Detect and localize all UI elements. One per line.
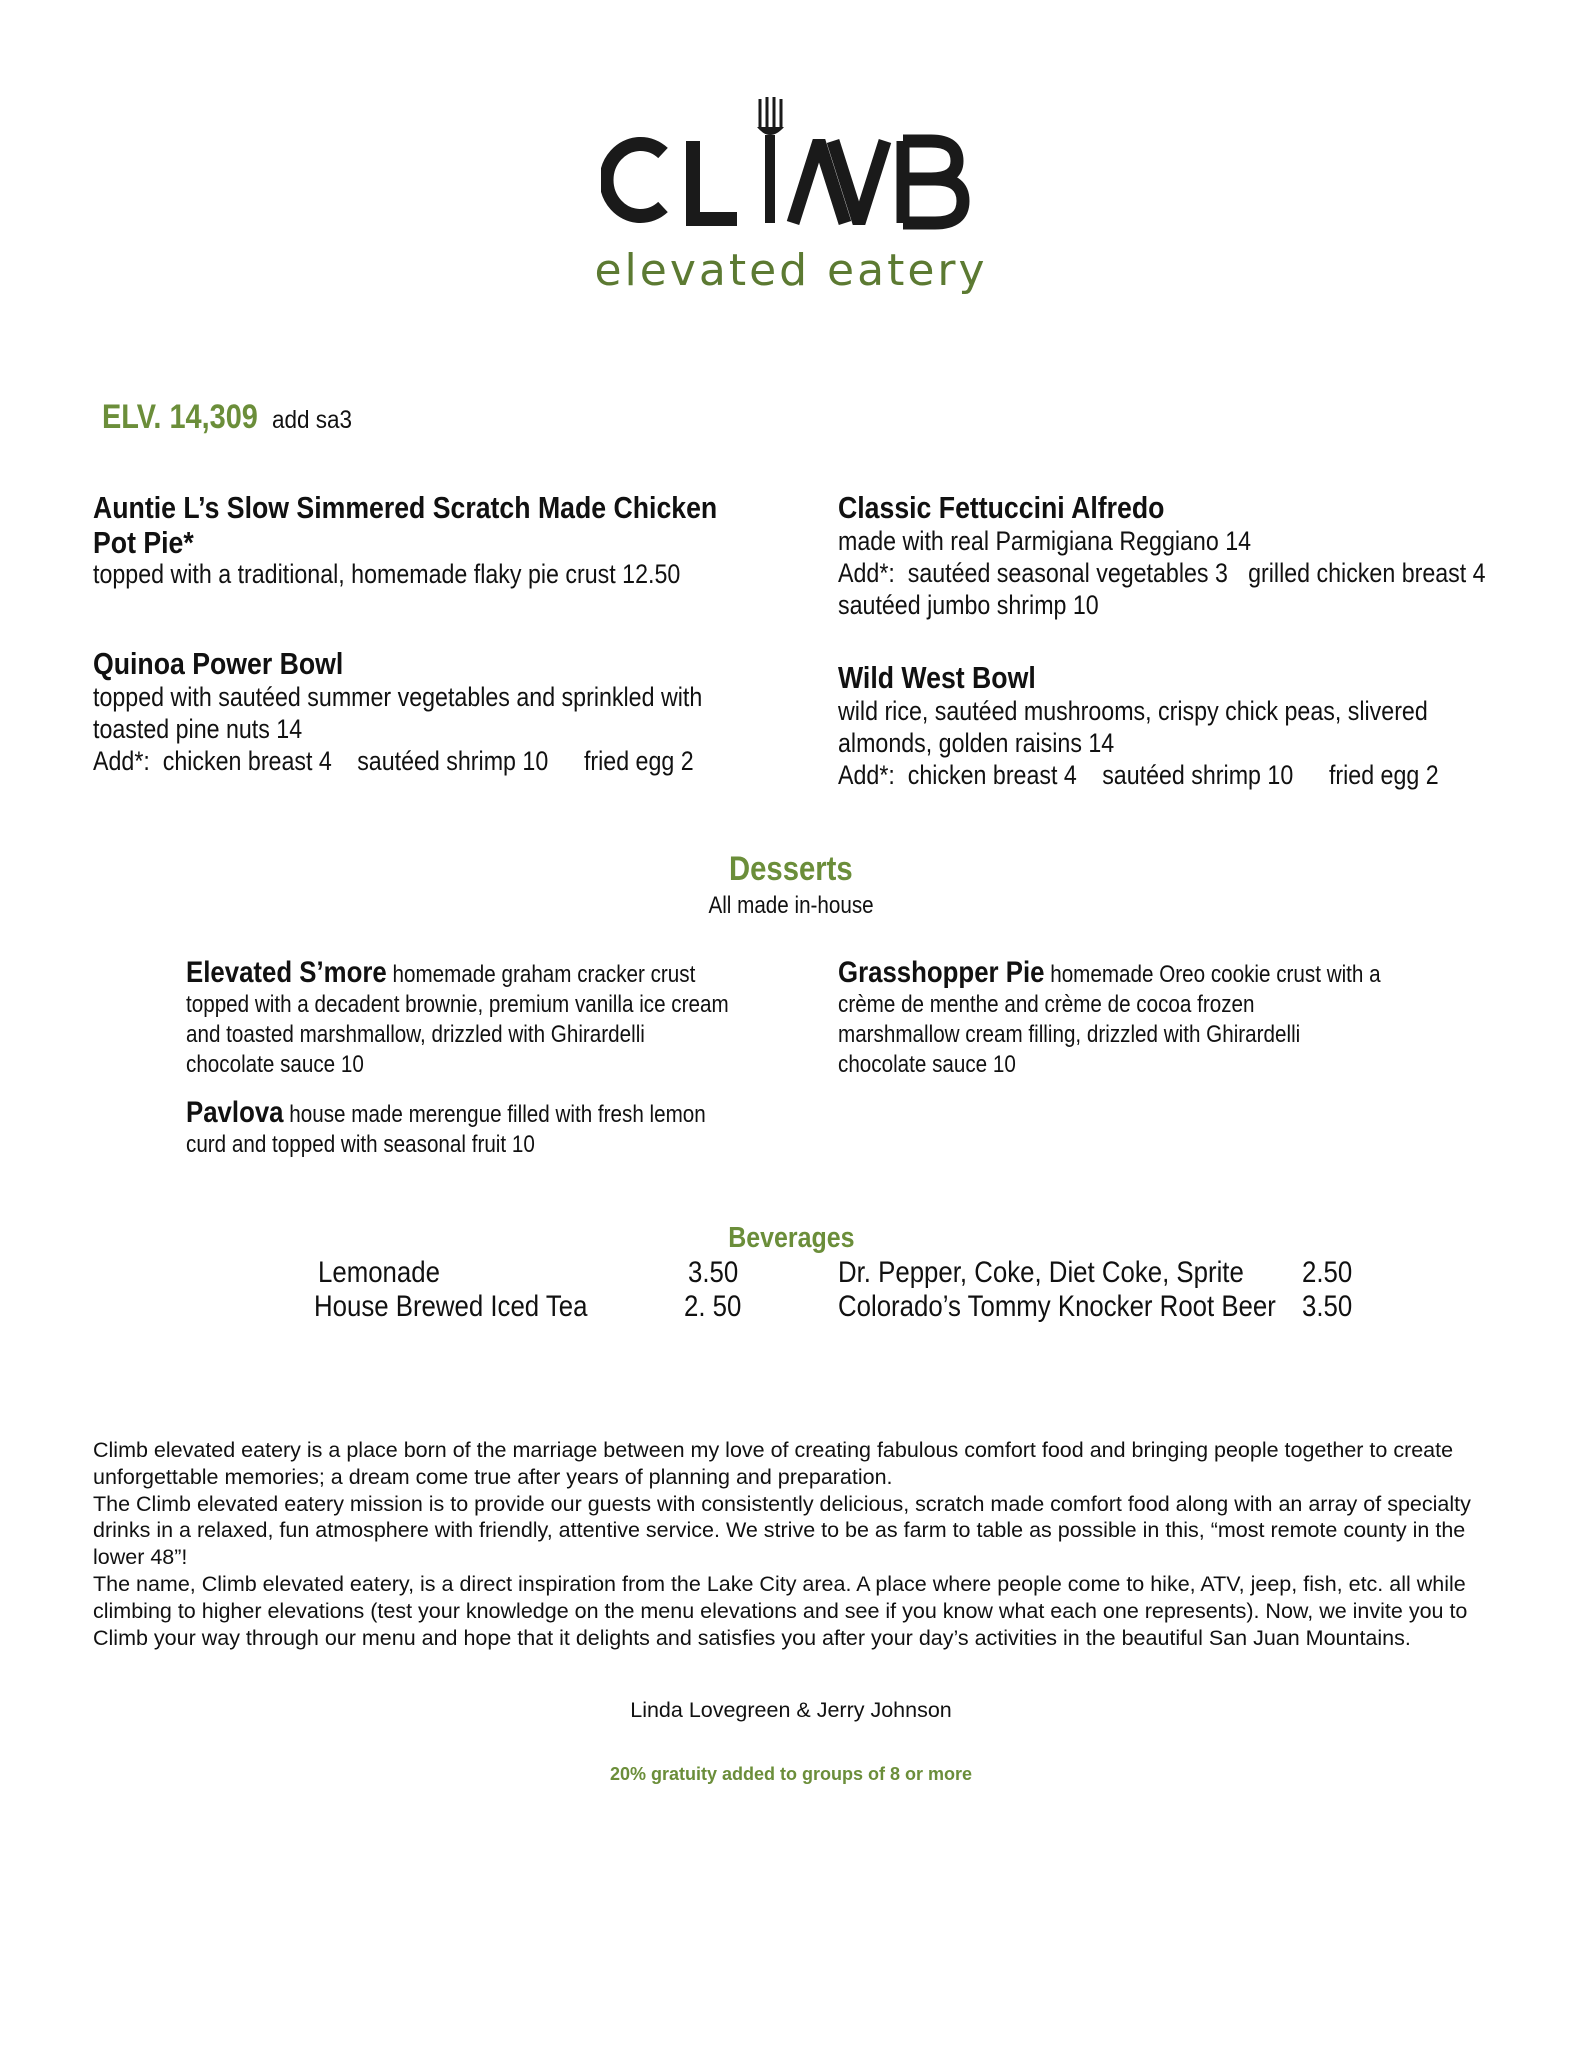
- dessert-smore: [186, 958, 729, 1080]
- item-description-line2: almonds, golden raisins 14: [838, 728, 1115, 758]
- item-title: Classic Fettuccini Alfredo: [838, 490, 1165, 525]
- dessert-title: Pavlova: [186, 1096, 284, 1129]
- elevation-note: add sa3: [271, 406, 352, 434]
- add-option: sautéed shrimp 10: [357, 746, 549, 776]
- add-ons: [838, 557, 1486, 589]
- menu-item-wild-west: [838, 660, 1439, 791]
- item-description: topped with a traditional, homemade flaky pie crust 12.50: [93, 559, 681, 589]
- add-label: Add*:: [93, 746, 150, 776]
- dessert-description-line: crème de menthe and crème de cocoa frozen: [838, 991, 1255, 1018]
- add-option: grilled chicken breast 4: [1248, 558, 1486, 588]
- beverages-heading: Beverages: [727, 1222, 855, 1254]
- dessert-description-line: and toasted marshmallow, drizzled with Ghirardelli: [186, 1021, 645, 1048]
- beverage-price: 3.50: [688, 1256, 739, 1289]
- fork-icon: [757, 97, 784, 223]
- item-description: made with real Parmigiana Reggiano 14: [838, 526, 1252, 556]
- beverage-name: Colorado’s Tommy Knocker Root Beer: [838, 1290, 1276, 1323]
- elevation-line: [102, 398, 361, 437]
- add-option-line2: sautéed jumbo shrimp 10: [838, 590, 1099, 620]
- desserts-subheading: All made in-house: [708, 892, 874, 919]
- add-option: sautéed seasonal vegetables 3: [907, 558, 1228, 588]
- add-label: Add*:: [838, 558, 895, 588]
- dessert-description-line: marshmallow cream filling, drizzled with Ghirardelli: [838, 1021, 1301, 1048]
- add-option: chicken breast 4: [907, 760, 1077, 790]
- about-paragraph: The Climb elevated eatery mission is to provide our guests with consistently delicious, scratch made comfort food along with an array of specialty drinks in a relaxed, fun atmosphere with friendly, attentive service. We strive to be as farm to table as possible in this, “most remote county in the lower 48”!: [93, 1491, 1471, 1570]
- signature: Linda Lovegreen & Jerry Johnson: [630, 1698, 952, 1722]
- dessert-pavlova: [186, 1098, 706, 1160]
- beverage-name: Lemonade: [318, 1256, 440, 1289]
- dessert-description: homemade Oreo cookie crust with a: [1050, 961, 1381, 988]
- dessert-description-line: chocolate sauce 10: [838, 1051, 1016, 1078]
- menu-item-quinoa: [93, 646, 702, 777]
- menu-item-pot-pie: [93, 490, 717, 590]
- item-description: wild rice, sautéed mushrooms, crispy chick peas, slivered: [838, 696, 1428, 726]
- item-title: Auntie L’s Slow Simmered Scratch Made Chicken: [93, 490, 718, 525]
- dessert-title: Grasshopper Pie: [838, 956, 1045, 989]
- item-description-line2: toasted pine nuts 14: [93, 714, 303, 744]
- beverage-price: 3.50: [1302, 1290, 1353, 1323]
- dessert-description-line: chocolate sauce 10: [186, 1051, 364, 1078]
- item-title: Wild West Bowl: [838, 660, 1036, 695]
- elevation-label: ELV. 14,309: [102, 398, 258, 436]
- item-title: Quinoa Power Bowl: [93, 646, 344, 681]
- about-paragraph: Climb elevated eatery is a place born of the marriage between my love of creating fabulous comfort food and bringing people together to create unforgettable memories; a dream come true after years of planning and preparation.: [93, 1438, 1454, 1489]
- logo: [0, 95, 1582, 296]
- climb-logo-wordmark: [601, 95, 981, 245]
- logo-tagline: elevated eatery: [594, 245, 988, 296]
- menu-item-alfredo: [838, 490, 1486, 621]
- add-option: fried egg 2: [1328, 760, 1439, 790]
- dessert-title: Elevated S’more: [186, 956, 387, 989]
- dessert-description-line: topped with a decadent brownie, premium vanilla ice cream: [186, 991, 729, 1018]
- item-title-line2: Pot Pie*: [93, 525, 194, 560]
- beverage-name: House Brewed Iced Tea: [314, 1290, 588, 1323]
- beverage-price: 2.50: [1302, 1256, 1353, 1289]
- beverage-name: Dr. Pepper, Coke, Diet Coke, Sprite: [838, 1256, 1244, 1289]
- about-text: [93, 1437, 1493, 1651]
- item-description: topped with sautéed summer vegetables and sprinkled with: [93, 682, 703, 712]
- dessert-grasshopper: [838, 958, 1381, 1080]
- add-option: sautéed shrimp 10: [1102, 760, 1294, 790]
- add-option: fried egg 2: [583, 746, 694, 776]
- add-ons: [838, 759, 1439, 791]
- gratuity-note: 20% gratuity added to groups of 8 or more: [609, 1764, 973, 1784]
- beverage-price: 2. 50: [684, 1290, 742, 1323]
- desserts-heading: Desserts: [729, 850, 853, 888]
- add-option: chicken breast 4: [162, 746, 332, 776]
- dessert-description-line: curd and topped with seasonal fruit 10: [186, 1131, 535, 1158]
- dessert-description: homemade graham cracker crust: [392, 961, 696, 988]
- dessert-description: house made merengue filled with fresh lemon: [289, 1101, 706, 1128]
- add-label: Add*:: [838, 760, 895, 790]
- about-paragraph: The name, Climb elevated eatery, is a direct inspiration from the Lake City area. A place where people come to hike, ATV, jeep, fish, etc. all while climbing to higher elevations (test your knowledge on the menu elevations and see if you know what each one represents). Now, we invite you to Climb your way through our menu and hope that it delights and satisfies you after your day’s activities in the beautiful San Juan Mountains.: [93, 1571, 1468, 1650]
- add-ons: [93, 745, 702, 777]
